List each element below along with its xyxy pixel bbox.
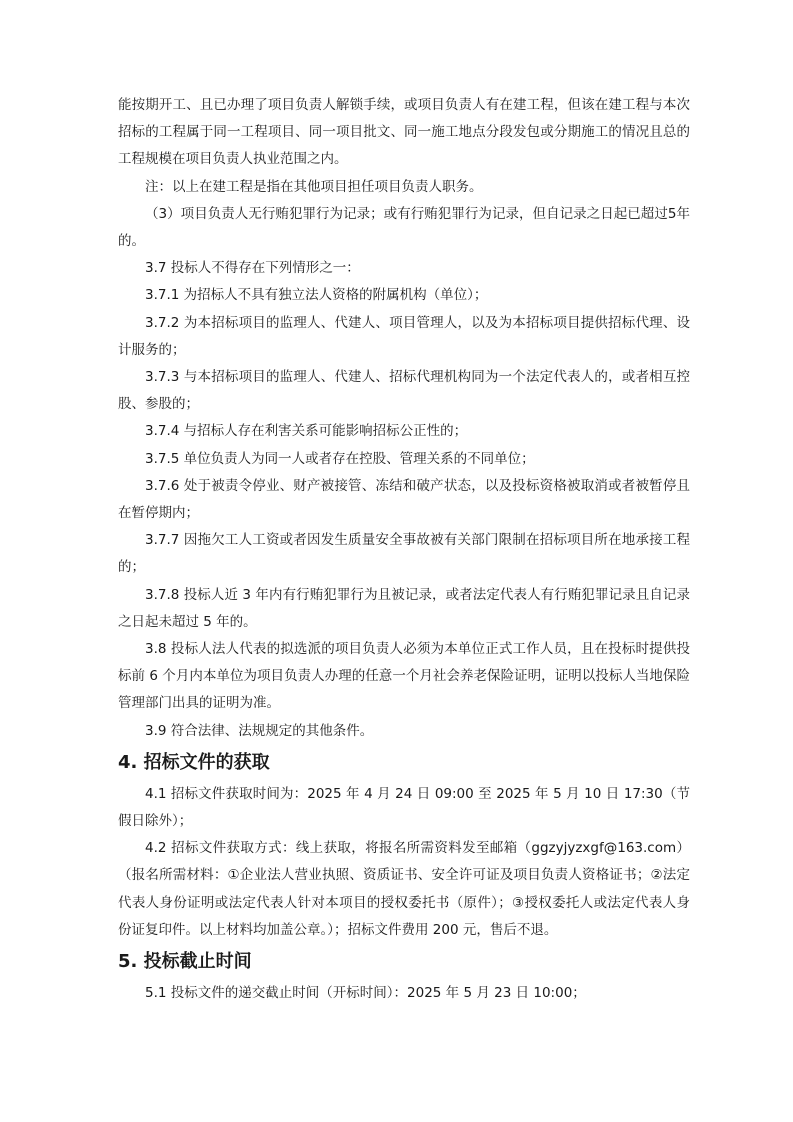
paragraph-5-1: 5.1 投标文件的递交截止时间（开标时间）：2025 年 5 月 23 日 10:00；	[145, 985, 586, 1002]
paragraph-4-2: 4.2 招标文件获取方式：线上获取，将报名所需资料发至邮箱（ggzyjyzxgf@163.com）（报名所需材料：①企业法人营业执照、资质证书、安全许可证及项目负责人资格证书；②法定代表人身份证明或法定代表人针对本项目的授权委托书（原件）；③授权委托人或法定代表人身份证复印件。以上材料均加盖公章。）；招标文件费用 200 元，售后不退。	[118, 840, 690, 938]
paragraph: 能按期开工、且已办理了项目负责人解锁手续，或项目负责人有在建工程，但该在建工程与本次招标的工程属于同一工程项目、同一项目批文、同一施工地点分段发包或分期施工的情况且总的工程规模在项目负责人执业范围之内。	[118, 97, 690, 168]
paragraph: 3.7.2 为本招标项目的监理人、代建人、项目管理人，以及为本招标项目提供招标代理、设计服务的；	[118, 314, 690, 358]
paragraph: 3.7.4 与招标人存在利害关系可能影响招标公正性的；	[145, 423, 468, 440]
paragraph: 3.8 投标人法人代表的拟选派的项目负责人必须为本单位正式工作人员，且在投标时提供投标前 6 个月内本单位为项目负责人办理的任意一个月社会养老保险证明，证明以投标人当地保险管理部门出具的证明为准。	[118, 641, 690, 712]
paragraph: 3.7 投标人不得存在下列情形之一：	[145, 260, 360, 277]
paragraph: 3.7.8 投标人近 3 年内有行贿犯罪行为且被记录，或者法定代表人有行贿犯罪记录且自记录之日起未超过 5 年的。	[118, 586, 690, 630]
paragraph: 3.7.7 因拖欠工人工资或者因发生质量安全事故被有关部门限制在招标项目所在地承接工程的；	[118, 532, 690, 576]
paragraph: 注：以上在建工程是指在其他项目担任项目负责人职务。	[145, 178, 483, 195]
paragraph-4-1: 4.1 招标文件获取时间为：2025 年 4 月 24 日 09:00 至 2025 年 5 月 10 日 17:30（节假日除外）；	[118, 785, 690, 830]
section-5-heading: 5. 投标截止时间	[118, 951, 252, 973]
paragraph: 3.9 符合法律、法规规定的其他条件。	[145, 722, 374, 739]
paragraph: 3.7.3 与本招标项目的监理人、代建人、招标代理机构同为一个法定代表人的，或者相互控股、参股的；	[118, 369, 690, 413]
paragraph: 3.7.1 为招标人不具有独立法人资格的附属机构（单位）；	[145, 287, 488, 304]
paragraph: 3.7.5 单位负责人为同一人或者存在控股、管理关系的不同单位；	[145, 450, 535, 467]
paragraph: 3.7.6 处于被责令停业、财产被接管、冻结和破产状态，以及投标资格被取消或者被暂停且在暂停期内；	[118, 477, 690, 522]
section-3-continuation	[118, 92, 690, 745]
document-body	[118, 92, 690, 1007]
section-4-heading: 4. 招标文件的获取	[118, 751, 270, 773]
paragraph: （3）项目负责人无行贿犯罪行为记录；或有行贿犯罪行为记录，但自记录之日起已超过5年的。	[118, 205, 690, 250]
